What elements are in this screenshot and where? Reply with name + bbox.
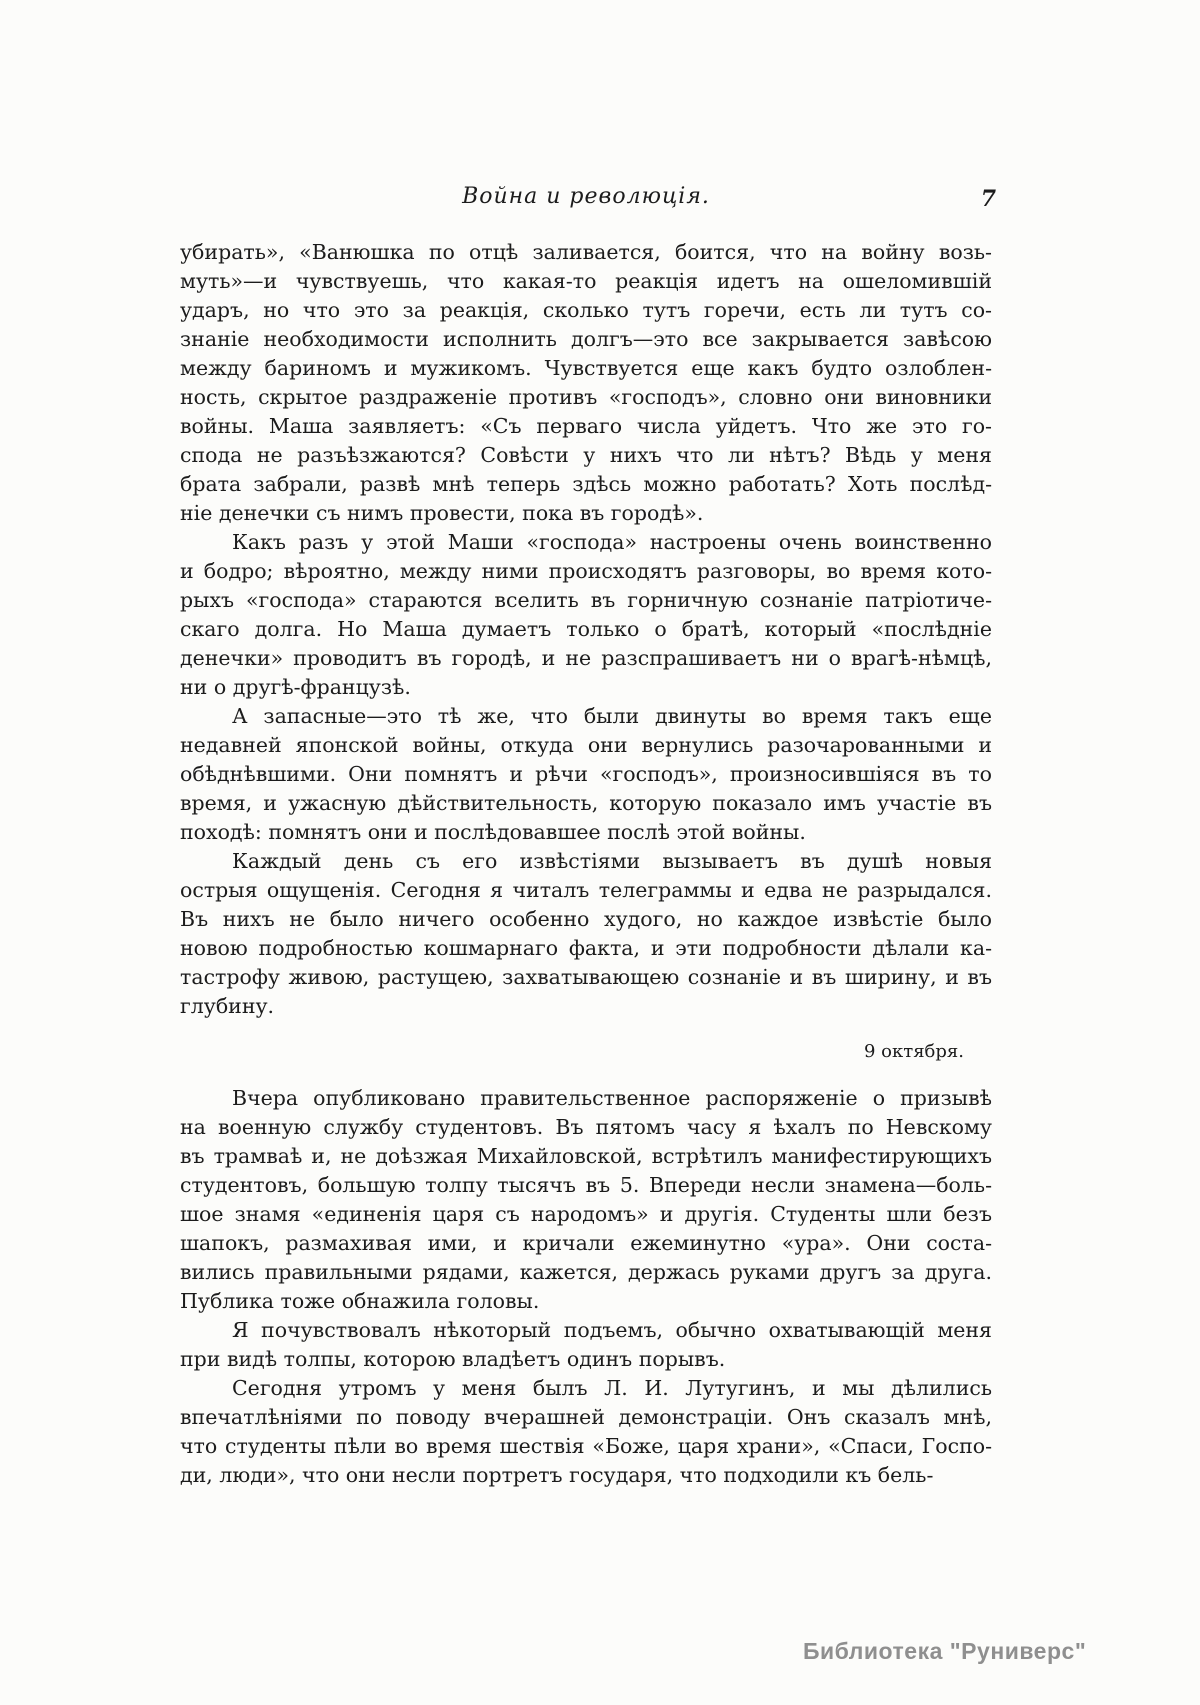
text-line: ди, люди», что они несли портретъ государя, что подходили къ бель- <box>180 1463 934 1487</box>
text-line: студентовъ, большую толпу тысячъ въ 5. Впереди несли знамена—боль- <box>180 1173 992 1197</box>
date-heading: 9 октября. <box>863 1041 964 1062</box>
paragraph <box>180 702 992 847</box>
text-line: денечки» проводитъ въ городѣ, и не разспрашиваетъ ни о врагѣ-нѣмцѣ, <box>180 646 992 670</box>
text-line: на военную службу студентовъ. Въ пятомъ часу я ѣхалъ по Невскому <box>180 1115 992 1139</box>
text-line: время, и ужасную дѣйствительность, которую показало имъ участіе въ <box>180 791 992 815</box>
text-line: Сегодня утромъ у меня былъ Л. И. Лутугинъ, и мы дѣлились <box>232 1376 992 1400</box>
text-line: острыя ощущенія. Сегодня я читалъ телеграммы и едва не разрыдался. <box>180 878 992 902</box>
text-line: ніе денечки съ нимъ провести, пока въ городѣ». <box>180 501 704 525</box>
library-watermark: Библиотека "Руниверс" <box>803 1638 1087 1664</box>
paragraph <box>180 847 992 1021</box>
text-line: А запасные—это тѣ же, что были двинуты во время такъ еще <box>232 704 992 728</box>
text-line: Публика тоже обнажила головы. <box>180 1289 540 1313</box>
text-line: новою подробностью кошмарнаго факта, и эти подробности дѣлали ка- <box>180 936 992 960</box>
text-line: шапокъ, размахивая ими, и кричали ежеминутно «ура». Они соста- <box>180 1231 992 1255</box>
text-line: убирать», «Ванюшка по отцѣ заливается, боится, что на войну возь- <box>180 240 992 264</box>
text-line: что студенты пѣли во время шествія «Боже, царя храни», «Спаси, Госпо- <box>180 1434 992 1458</box>
text-line: шое знамя «единенія царя съ народомъ» и другія. Студенты шли безъ <box>180 1202 992 1226</box>
paragraph <box>180 1374 992 1490</box>
text-line: знаніе необходимости исполнить долгъ—это все закрывается завѣсою <box>180 327 992 351</box>
text-line: вились правильными рядами, кажется, держась руками другъ за друга. <box>180 1260 992 1284</box>
text-line: спода не разъѣзжаются? Совѣсти у нихъ что ли нѣтъ? Вѣдь у меня <box>180 443 992 467</box>
text-line: ударъ, но что это за реакція, сколько тутъ горечи, есть ли тутъ со- <box>180 298 992 322</box>
paragraph <box>180 238 992 528</box>
text-line: впечатлѣніями по поводу вчерашней демонстраціи. Онъ сказалъ мнѣ, <box>180 1405 992 1429</box>
paragraph <box>180 528 992 702</box>
running-title: Война и революція. <box>462 184 710 209</box>
text-line: Я почувствовалъ нѣкоторый подъемъ, обычно охватывающій меня <box>232 1318 992 1342</box>
text-line: и бодро; вѣроятно, между ними происходятъ разговоры, во время кото- <box>180 559 992 583</box>
text-line: брата забрали, развѣ мнѣ теперь здѣсь можно работать? Хоть послѣд- <box>180 472 992 496</box>
text-line: Въ нихъ не было ничего особенно худого, но каждое извѣстіе было <box>180 907 992 931</box>
text-line: рыхъ «господа» стараются вселить въ горничную сознаніе патріотиче- <box>180 588 992 612</box>
text-line: обѣднѣвшими. Они помнятъ и рѣчи «господъ», произносившіяся въ то <box>180 762 992 786</box>
paragraph <box>180 1084 992 1316</box>
text-line: тастрофу живою, растущею, захватывающею сознаніе и въ ширину, и въ <box>180 965 992 989</box>
text-line: Вчера опубликовано правительственное распоряженіе о призывѣ <box>232 1086 992 1110</box>
text-line: глубину. <box>180 994 275 1018</box>
text-line: войны. Маша заявляетъ: «Съ перваго числа уйдетъ. Что же это го- <box>180 414 992 438</box>
text-line: муть»—и чувствуешь, что какая-то реакція идетъ на ошеломившій <box>180 269 992 293</box>
text-line: Каждый день съ его извѣстіями вызываетъ въ душѣ новыя <box>232 849 992 873</box>
text-line: ность, скрытое раздраженіе противъ «господъ», словно они виновники <box>180 385 992 409</box>
page-number: 7 <box>980 186 996 212</box>
text-line: походѣ: помнятъ они и послѣдовавшее послѣ этой войны. <box>180 820 806 844</box>
text-line: Какъ разъ у этой Маши «господа» настроены очень воинственно <box>232 530 992 554</box>
text-line: ни о другѣ-французѣ. <box>180 675 411 699</box>
text-line: при видѣ толпы, которою владѣетъ одинъ порывъ. <box>180 1347 726 1371</box>
paragraph <box>180 1316 992 1374</box>
text-line: скаго долга. Но Маша думаетъ только о братѣ, который «послѣдніе <box>180 617 992 641</box>
text-line: недавней японской войны, откуда они вернулись разочарованными и <box>180 733 992 757</box>
page-header <box>180 184 996 218</box>
body-text <box>180 238 992 1490</box>
text-line: между бариномъ и мужикомъ. Чувствуется еще какъ будто озлоблен- <box>180 356 992 380</box>
text-line: въ трамваѣ и, не доѣзжая Михайловской, встрѣтилъ манифестирующихъ <box>180 1144 992 1168</box>
